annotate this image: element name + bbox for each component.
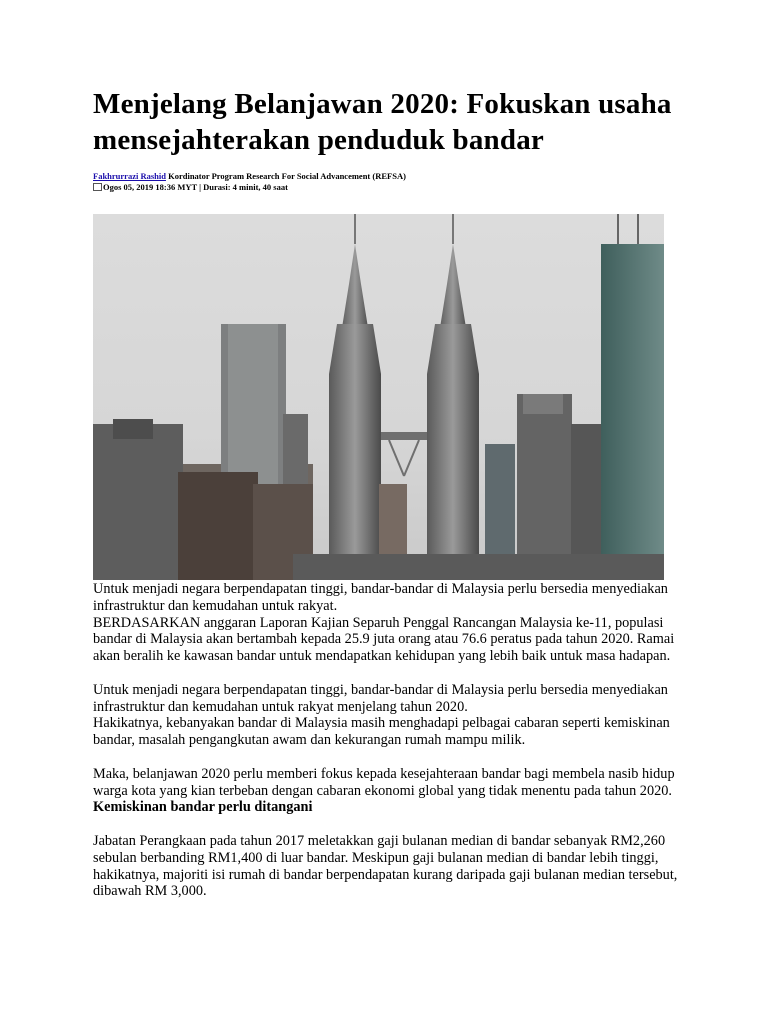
- author-link[interactable]: Fakhrurrazi Rashid: [93, 171, 166, 181]
- author-line: [93, 171, 653, 182]
- paragraph-4: Maka, belanjawan 2020 perlu memberi fokus kepada kesejahteraan bandar bagi membela nasib hidup warga kota yang kian terbeban dengan cabaran ekonomi global yang tidak menentu pada tahun 2020.: [93, 765, 675, 799]
- byline: [93, 171, 653, 193]
- paragraph-5: Jabatan Perangkaan pada tahun 2017 meletakkan gaji bulanan median di bandar sebanyak RM2,260 sebulan berbanding RM1,400 di luar bandar. Meskipun gaji bulanan median di bandar lebih tinggi, hakikatnya, majoriti isi rumah di bandar berpendapatan kurang daripada gaji bulanan median tersebut, dibawah RM 3,000.: [93, 832, 678, 900]
- publish-date: Ogos 05, 2019 18:36 MYT | Durasi: 4 minit, 40 saat: [103, 182, 288, 192]
- date-line: [93, 182, 653, 193]
- calendar-icon: [93, 183, 102, 191]
- photo-caption: Untuk menjadi negara berpendapatan tinggi, bandar-bandar di Malaysia perlu bersedia menyediakan infrastruktur dan kemudahan untuk rakyat.: [93, 581, 668, 614]
- article-title: Menjelang Belanjawan 2020: Fokuskan usaha mensejahterakan penduduk bandar: [93, 88, 672, 156]
- author-role: Kordinator Program Research For Social Advancement (REFSA): [165, 171, 406, 181]
- article-body: [93, 581, 683, 900]
- paragraph-2: Untuk menjadi negara berpendapatan tinggi, bandar-bandar di Malaysia perlu bersedia menyediakan infrastruktur dan kemudahan untuk rakyat menjelang tahun 2020.: [93, 681, 668, 715]
- paragraph-3: Hakikatnya, kebanyakan bandar di Malaysia masih menghadapi pelbagai cabaran seperti kemiskinan bandar, masalah pengangkutan awam dan kekurangan rumah mampu milik.: [93, 715, 670, 749]
- article-photo: [93, 214, 664, 580]
- section-subheading: Kemiskinan bandar perlu ditangani: [93, 799, 313, 816]
- paragraph-1: BERDASARKAN anggaran Laporan Kajian Separuh Penggal Rancangan Malaysia ke-11, populasi bandar di Malaysia akan bertambah kepada 25.9 juta orang atau 76.6 peratus pada tahun 2020. Ramai akan beralih ke kawasan bandar untuk mendapatkan kehidupan yang lebih baik untuk masa hadapan.: [93, 614, 675, 665]
